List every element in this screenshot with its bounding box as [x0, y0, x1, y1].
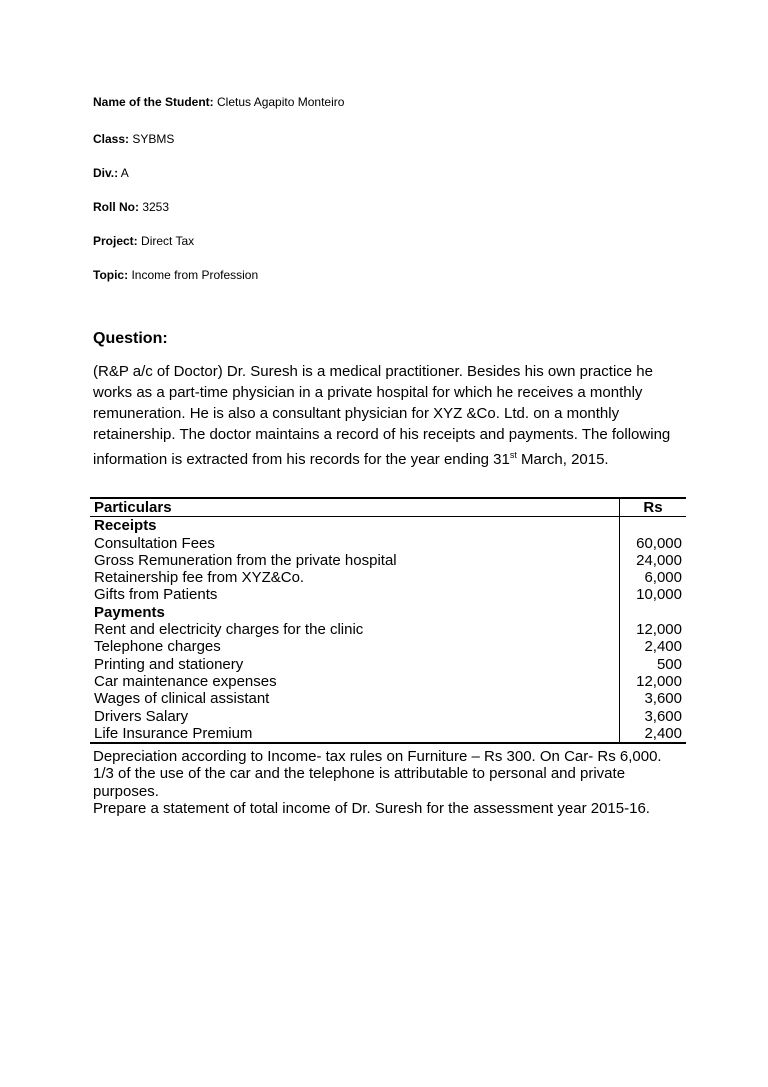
header-field: [93, 166, 129, 180]
header-field: [93, 200, 169, 214]
amount: 12,000: [620, 621, 687, 638]
field-label: Class:: [93, 132, 130, 146]
field-value: Cletus Agapito Monteiro: [213, 95, 345, 109]
header-field: [93, 234, 194, 248]
field-label: Roll No:: [93, 200, 139, 214]
header-rs: Rs: [620, 498, 687, 517]
superscript: st: [509, 450, 517, 460]
receipts-payments-table: [90, 497, 686, 744]
field-value: A: [118, 166, 129, 180]
amount: 2,400: [620, 638, 687, 655]
particular: Consultation Fees: [94, 534, 215, 552]
amount: 6,000: [620, 569, 687, 586]
table-row: [90, 638, 686, 655]
amount: 10,000: [620, 586, 687, 603]
table-row: [90, 621, 686, 638]
particular: Gifts from Patients: [94, 586, 218, 604]
note-line: Depreciation according to Income- tax rules on Furniture – Rs 300. On Car- Rs 6,000.: [93, 748, 662, 765]
particular: Drivers Salary: [94, 707, 189, 725]
question-heading: Question:: [93, 330, 168, 347]
amount: 3,600: [620, 708, 687, 725]
field-label: Project:: [93, 234, 138, 248]
table-row: [90, 708, 686, 725]
particular: Printing and stationery: [94, 655, 244, 673]
field-value: SYBMS: [129, 132, 175, 146]
field-label: Topic:: [93, 268, 129, 282]
table-row: [90, 569, 686, 586]
header-particulars: Particulars: [90, 498, 620, 517]
question-text-main: (R&P a/c of Doctor) Dr. Suresh is a medical practitioner. Besides his own practice he works as a part-time physician in a private hospital for which he receives a monthly remuneration. He is also a consultant physician for XYZ &Co. Ltd. on a monthly retainership. The doctor maintains a record of his receipts and payments. The following information is extracted from his records for the year ending 31: [93, 363, 671, 468]
particular: Life Insurance Premium: [94, 724, 253, 742]
section-label: Payments: [94, 603, 165, 621]
particular: Car maintenance expenses: [94, 672, 277, 690]
header-field: [93, 95, 344, 109]
table-row: [90, 586, 686, 603]
table-row: [90, 552, 686, 569]
field-value: Direct Tax: [137, 234, 195, 248]
field-value: Income from Profession: [128, 268, 259, 282]
amount: 3,600: [620, 690, 687, 707]
note-line: 1/3 of the use of the car and the telephone is attributable to personal and private purposes.: [93, 765, 626, 800]
question-text: [93, 361, 693, 470]
header-field: [93, 268, 258, 282]
amount: 2,400: [620, 725, 687, 743]
table-row: [90, 690, 686, 707]
particular: Rent and electricity charges for the clinic: [94, 621, 364, 639]
table-row: [90, 535, 686, 552]
question-text-end: March, 2015.: [516, 451, 609, 468]
field-value: 3253: [139, 200, 170, 214]
particular: Retainership fee from XYZ&Co.: [94, 569, 305, 587]
amount: 12,000: [620, 673, 687, 690]
section-row: [90, 517, 686, 535]
note-line: Prepare a statement of total income of Dr. Suresh for the assessment year 2015-16.: [93, 799, 650, 817]
table-row: [90, 673, 686, 690]
table-header-row: [90, 498, 686, 517]
particular: Wages of clinical assistant: [94, 690, 270, 708]
amount: 24,000: [620, 552, 687, 569]
particular: Gross Remuneration from the private hospital: [94, 551, 397, 569]
table-row: [90, 656, 686, 673]
section-label: Receipts: [94, 517, 157, 535]
amount: 60,000: [620, 535, 687, 552]
field-label: Div.:: [93, 166, 119, 180]
amount: 500: [620, 656, 687, 673]
notes: [93, 748, 693, 817]
particular: Telephone charges: [94, 638, 221, 656]
section-row: [90, 604, 686, 621]
field-label: Name of the Student:: [93, 95, 214, 109]
table-row: [90, 725, 686, 743]
header-field: [93, 132, 174, 146]
